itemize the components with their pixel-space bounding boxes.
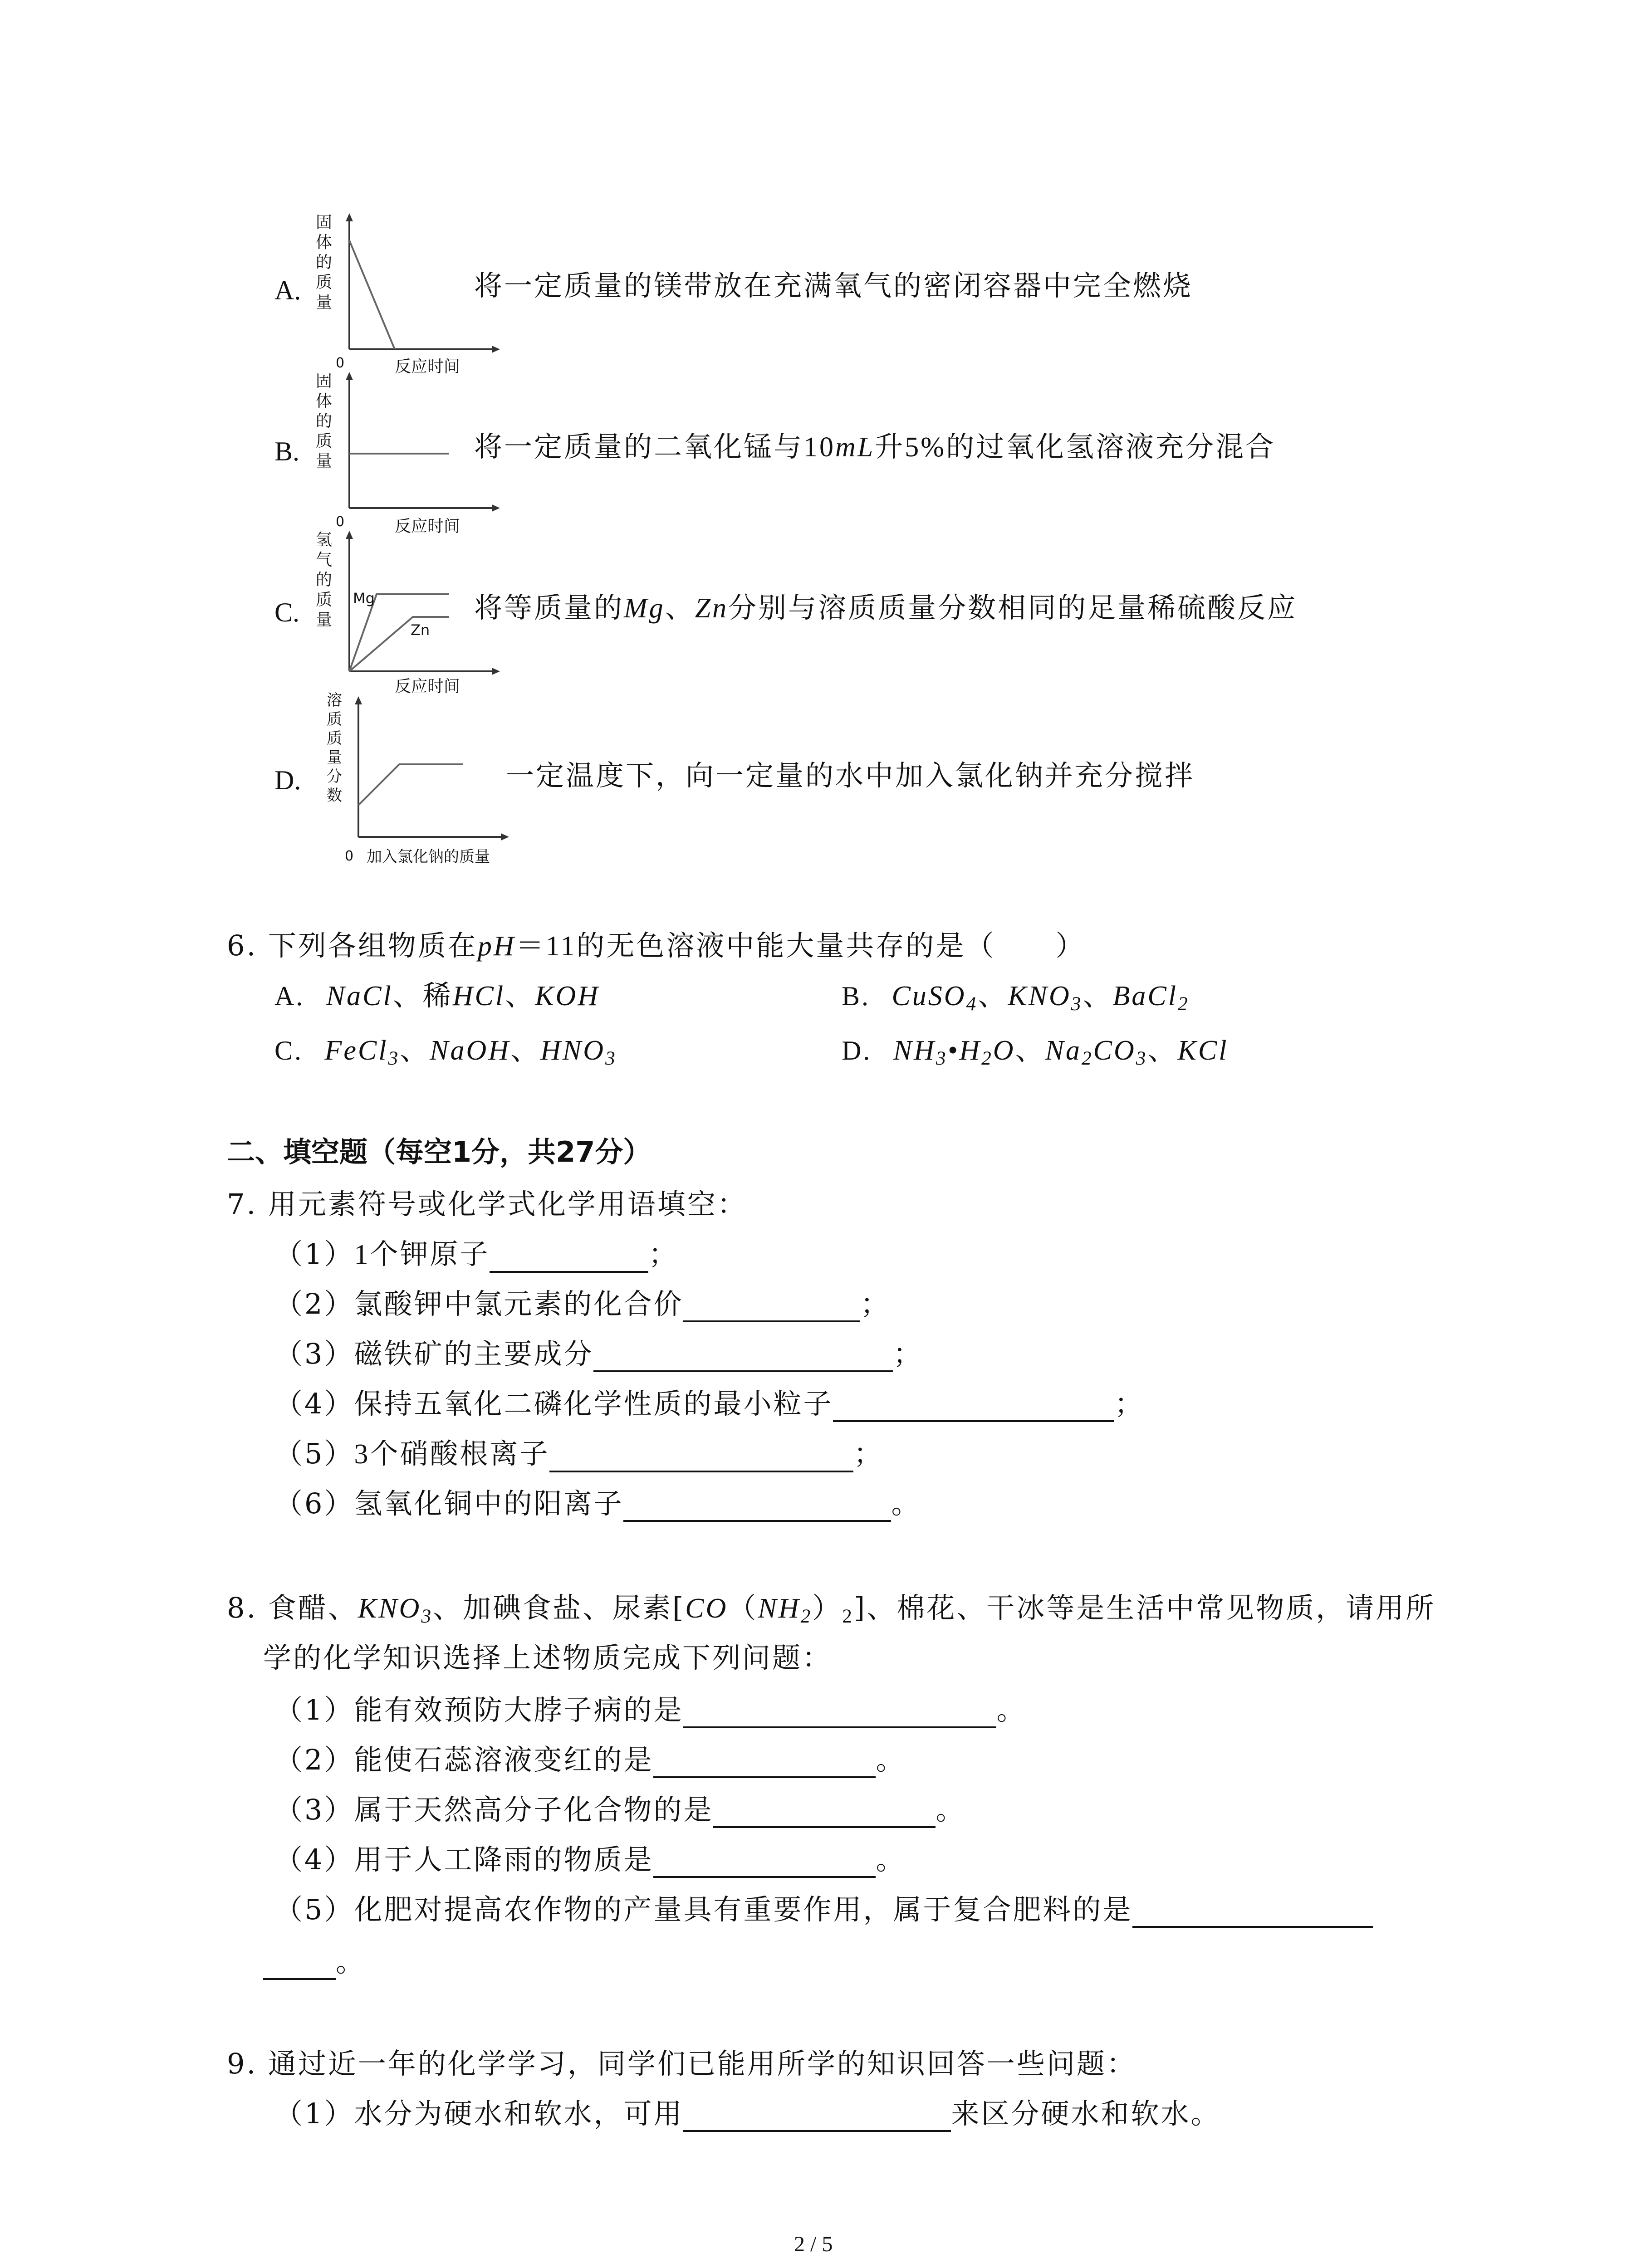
svg-text:反应时间: 反应时间 <box>395 357 460 376</box>
page-number: 2 / 5 <box>794 2232 833 2256</box>
option-d-text: 一定温度下，向一定量的水中加入氯化钠并充分搅拌 <box>506 759 1195 792</box>
graph-a-ylabel <box>316 213 332 312</box>
svg-text:质: 质 <box>316 432 333 450</box>
svg-text:固: 固 <box>316 213 333 232</box>
question-7-item-3: （3）磁铁矿的主要成分 ； <box>274 1336 923 1372</box>
graph-c-mg-label: Mg <box>353 590 375 607</box>
svg-text:质: 质 <box>316 591 333 609</box>
option-b-letter: B. <box>274 436 300 466</box>
question-8-item-5: （5）化肥对提高农作物的产量具有重要作用，属于复合肥料的是 <box>274 1892 1373 1928</box>
svg-text:气: 气 <box>316 551 333 569</box>
option-d-letter: D. <box>274 765 301 795</box>
graph-c-zn-line <box>349 617 449 671</box>
question-8-item-1: （1）能有效预防大脖子病的是 。 <box>274 1692 1026 1728</box>
svg-text:固: 固 <box>316 372 333 391</box>
svg-text:氢: 氢 <box>316 531 333 549</box>
svg-text:0: 0 <box>336 355 345 371</box>
question-6-option-a: A. NaCl、稀HCl、KOH <box>274 979 600 1012</box>
answer-blank[interactable] <box>653 1749 876 1778</box>
answer-blank[interactable] <box>683 1293 860 1322</box>
svg-text:加入氯化钠的质量: 加入氯化钠的质量 <box>367 848 490 866</box>
svg-text:量: 量 <box>316 293 333 312</box>
question-8-item-3: （3）属于天然高分子化合物的是 。 <box>274 1792 965 1828</box>
svg-text:体: 体 <box>316 392 333 411</box>
svg-text:0: 0 <box>345 848 354 864</box>
svg-text:的: 的 <box>316 412 333 430</box>
graph-c-ylabel <box>316 531 332 629</box>
svg-text:量: 量 <box>327 748 342 767</box>
question-7-stem: 7. 用元素符号或化学式化学用语填空： <box>227 1188 747 1221</box>
svg-text:0: 0 <box>336 514 345 530</box>
graph-d-line <box>358 764 463 805</box>
answer-blank[interactable] <box>683 1699 996 1728</box>
graph-d <box>313 692 522 873</box>
svg-text:量: 量 <box>316 452 333 470</box>
question-8-item-2: （2）能使石蕊溶液变红的是 。 <box>274 1742 906 1778</box>
question-6-option-d: D. $NH_3•H_2O$、$Na_2CO_3$、KCl <box>842 1033 1229 1069</box>
question-7-item-1: （1）1个钾原子 ； <box>274 1236 678 1273</box>
answer-blank[interactable] <box>593 1343 893 1372</box>
answer-blank[interactable] <box>683 2103 951 2132</box>
answer-blank[interactable] <box>263 1951 336 1980</box>
svg-text:的: 的 <box>316 253 333 272</box>
question-8-line-2: 学的化学知识选择上述物质完成下列问题： <box>263 1641 833 1674</box>
answer-blank[interactable] <box>713 1799 936 1828</box>
question-7-item-4: （4）保持五氧化二磷化学性质的最小粒子 ； <box>274 1386 1144 1422</box>
graph-a-line <box>349 240 395 349</box>
graph-d-ylabel <box>327 692 342 805</box>
svg-text:反应时间: 反应时间 <box>395 677 460 694</box>
question-8-line-1: 8. 食醋、$KNO_3$、加碘食盐、尿素$[CO(NH_2)_2]$、棉花、干冰等是生活中常见物质，请用所 <box>227 1591 1436 1627</box>
svg-text:分: 分 <box>327 767 342 786</box>
answer-blank[interactable] <box>490 1244 648 1273</box>
svg-text:反应时间: 反应时间 <box>395 517 460 535</box>
question-6-option-b: B. CuSO$_4$、$KNO_3$、BaCl$_2$ <box>842 979 1190 1015</box>
answer-blank[interactable] <box>653 1849 876 1878</box>
graph-b-ylabel <box>316 372 332 470</box>
option-c-letter: C. <box>274 597 300 627</box>
graph-c-zn-label: Zn <box>411 621 430 639</box>
svg-text:量: 量 <box>316 611 333 629</box>
answer-blank[interactable] <box>833 1393 1114 1422</box>
svg-text:质: 质 <box>327 729 342 748</box>
option-b-text: 将一定质量的二氧化锰与10mL升5%的过氧化氢溶液充分混合 <box>474 430 1275 463</box>
svg-text:质: 质 <box>327 710 342 728</box>
svg-text:数: 数 <box>327 787 342 805</box>
question-7-item-2: （2）氯酸钾中氯元素的化合价 ； <box>274 1286 890 1322</box>
question-7-item-5: （5）3个硝酸根离子 ； <box>274 1436 883 1472</box>
option-c-text: 将等质量的Mg、Zn分别与溶质质量分数相同的足量稀硫酸反应 <box>474 591 1298 624</box>
answer-blank[interactable] <box>549 1443 853 1472</box>
svg-text:体: 体 <box>316 233 333 252</box>
question-6-stem: 6. 下列各组物质在pH＝11的无色溶液中能大量共存的是（ ） <box>227 929 1086 962</box>
question-6-option-c: C. FeCl$_3$、NaOH、$HNO_3$ <box>274 1033 617 1069</box>
svg-text:质: 质 <box>316 273 333 292</box>
option-a-text: 将一定质量的镁带放在充满氧气的密闭容器中完全燃烧 <box>474 269 1193 302</box>
question-7-item-6: （6）氢氧化铜中的阳离子 。 <box>274 1486 921 1522</box>
question-8-item-4: （4）用于人工降雨的物质是 。 <box>274 1842 906 1878</box>
question-9-item-1: （1）水分为硬水和软水，可用 来区分硬水和软水。 <box>274 2096 1220 2132</box>
svg-text:的: 的 <box>316 571 333 589</box>
answer-blank[interactable] <box>1132 1899 1373 1928</box>
answer-blank[interactable] <box>623 1493 891 1522</box>
section-2-title: 二、填空题（每空1分，共27分） <box>227 1135 652 1168</box>
question-8-item-5-continuation: 。 <box>263 1944 366 1980</box>
svg-text:溶: 溶 <box>327 692 342 709</box>
option-a-letter: A. <box>274 275 301 305</box>
question-9-stem: 9. 通过近一年的化学学习，同学们已能用所学的知识回答一些问题： <box>227 2047 1136 2080</box>
